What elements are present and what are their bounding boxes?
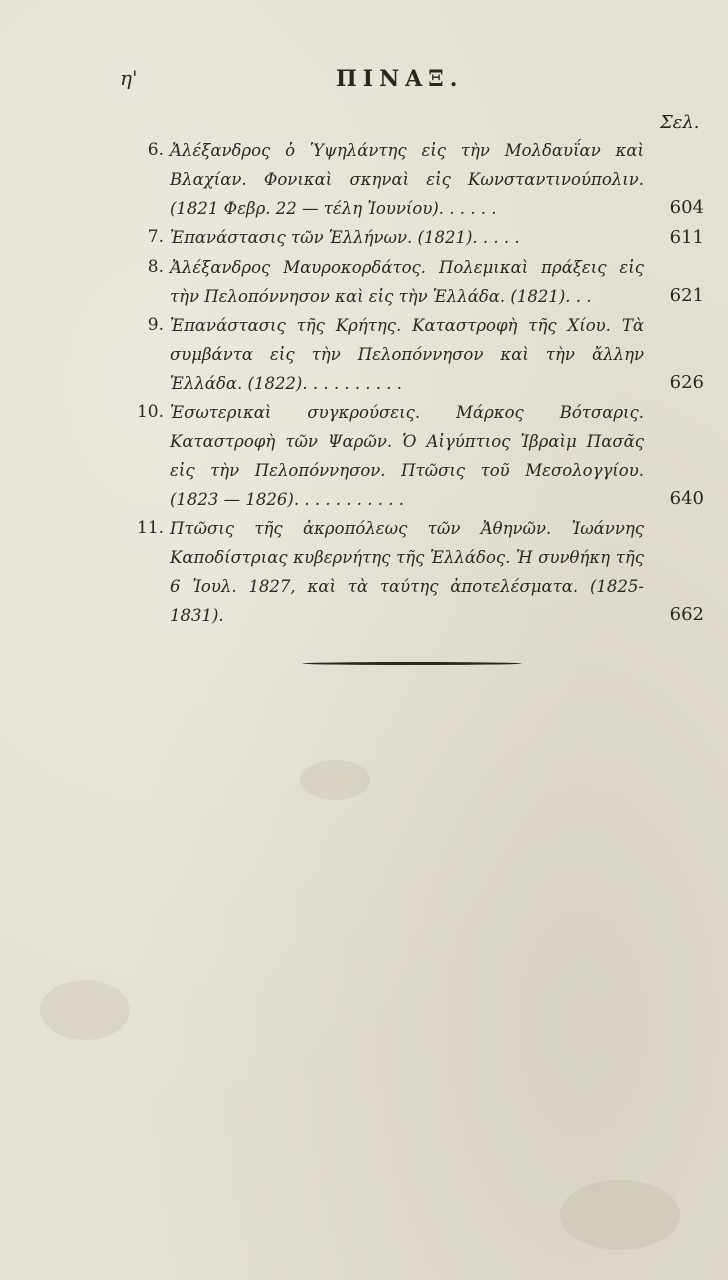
entry-page: 611 bbox=[669, 227, 704, 248]
page-number: η' bbox=[120, 66, 138, 90]
divider-line bbox=[302, 662, 522, 665]
list-item bbox=[128, 136, 708, 223]
entry-text: Ἀλέξανδρος Μαυροκορδάτος. Πολεμικαὶ πράξεις εἰς τὴν Πελοπόννησον καὶ εἰς τὴν Ἑλλάδα. (1821). . . bbox=[170, 258, 644, 306]
entry-text: Ἐπανάστασις τῶν Ἑλλήνων. (1821). . . . . bbox=[170, 228, 520, 247]
entry-number: 11. bbox=[136, 518, 164, 538]
table-of-contents bbox=[128, 136, 708, 630]
entry-text: Ἐσωτερικαὶ συγκρούσεις. Μάρκος Βότσαρις. Καταστροφὴ τῶν Ψαρῶν. Ὁ Αἰγύπτιος Ἰβραὶμ Πασᾶς εἰς τὴν Πελοπόννησον. Πτῶσις τοῦ Μεσολογγίου. (1823 — 1826). . . . . . . . . . . bbox=[170, 403, 644, 509]
entry-number: 9. bbox=[147, 315, 164, 335]
list-item bbox=[128, 514, 708, 630]
entry-number: 6. bbox=[147, 140, 164, 160]
entry-number: 7. bbox=[147, 227, 164, 247]
paper-stain bbox=[560, 1180, 680, 1250]
entry-text: Ἐπανάστασις τῆς Κρήτης. Καταστροφὴ τῆς Χίου. Τὰ συμβάντα εἰς τὴν Πελοπόννησον καὶ τὴν ἄλλην Ἑλλάδα. (1822). . . . . . . . . . bbox=[170, 316, 644, 393]
paper-stain bbox=[300, 760, 370, 800]
entry-page: 604 bbox=[669, 197, 704, 218]
entry-page: 640 bbox=[669, 488, 704, 509]
list-item bbox=[128, 311, 708, 398]
list-item bbox=[128, 253, 708, 311]
entry-page: 626 bbox=[669, 372, 704, 393]
section-divider bbox=[302, 662, 522, 666]
paper-stain bbox=[40, 980, 130, 1040]
entry-text: Πτῶσις τῆς ἀκροπόλεως τῶν Ἀθηνῶν. Ἰωάννης Καποδίστριας κυβερνήτης τῆς Ἑλλάδος. Ἡ συνθήκη τῆς 6 Ἰουλ. 1827, καὶ τὰ ταύτης ἀποτελέσματα. (1825-1831). bbox=[170, 519, 644, 625]
entry-text: Ἀλέξανδρος ὁ Ὑψηλάντης εἰς τὴν Μολδαυΐαν καὶ Βλαχίαν. Φονικαὶ σκηναὶ εἰς Κωνσταντινούπολιν. (1821 Φεβρ. 22 — τέλη Ἰουνίου). . . . . . bbox=[170, 141, 644, 218]
entry-number: 10. bbox=[136, 402, 164, 422]
entry-number: 8. bbox=[147, 257, 164, 277]
list-item bbox=[128, 398, 708, 514]
page-title: ΠΙΝΑΞ. bbox=[336, 66, 464, 92]
entry-page: 621 bbox=[669, 285, 704, 306]
entry-page: 662 bbox=[669, 604, 704, 625]
list-item bbox=[128, 223, 708, 253]
page-column-label: Σελ. bbox=[660, 112, 700, 133]
